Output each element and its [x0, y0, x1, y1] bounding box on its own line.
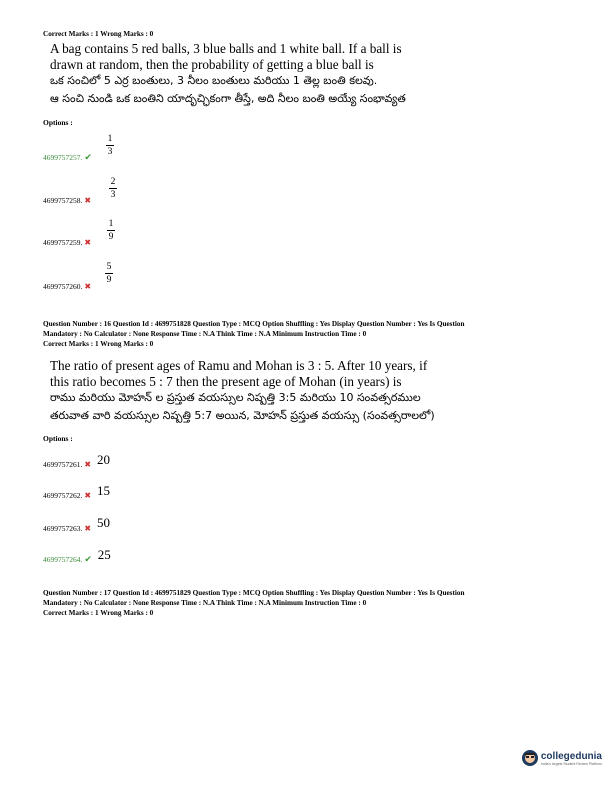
- denominator: 9: [106, 275, 112, 285]
- option-value: 20: [96, 452, 110, 467]
- q16-text-en-2: this ratio becomes 5 : 7 then the present age of Mohan (in years) is: [50, 374, 402, 389]
- cross-icon: ✖: [84, 491, 92, 500]
- numerator: 5: [106, 262, 112, 272]
- option-value: 15: [96, 483, 110, 498]
- q16-text-en-1: The ratio of present ages of Ramu and Mohan is 3 : 5. After 10 years, if: [50, 358, 428, 373]
- option-id: 4699757263.: [43, 524, 83, 533]
- check-icon: ✔: [84, 554, 92, 564]
- q17-meta-2: Mandatory : No Calculator : None Response Time : N.A Think Time : N.A Minimum Instruction Time : 0: [43, 599, 367, 607]
- cross-icon: ✖: [84, 460, 92, 469]
- q15-text-te-1: ఒక సంచిలో 5 ఎర్ర బంతులు, 3 నీలం బంతులు మరియు 1 తెల్ల బంతి కలవు.: [50, 74, 378, 87]
- denominator: 3: [107, 147, 113, 157]
- numerator: 2: [110, 177, 116, 187]
- q15-option-4[interactable]: [43, 282, 91, 291]
- q15-option-2-fraction: [108, 177, 118, 200]
- q16-meta-1: Question Number : 16 Question Id : 4699751828 Question Type : MCQ Option Shuffling : Yes Display Question Number : Yes Is Question: [43, 320, 465, 328]
- logo-mascot-icon: [522, 750, 538, 766]
- option-id: 4699757264.: [43, 555, 83, 564]
- q16-marks: Correct Marks : 1 Wrong Marks : 0: [43, 340, 154, 348]
- collegedunia-logo: [522, 750, 602, 766]
- option-id: 4699757257.: [43, 153, 83, 162]
- q16-options-label: Options :: [43, 434, 73, 443]
- denominator: 9: [108, 232, 114, 242]
- q15-marks: Correct Marks : 1 Wrong Marks : 0: [43, 30, 154, 38]
- option-id: 4699757259.: [43, 238, 83, 247]
- q16-text-te-1: రాము మరియు మోహన్ ల ప్రస్తుత వయస్సుల నిష్పత్తి 3:5 మరియు 10 సంవత్సరముల: [50, 391, 421, 404]
- option-id: 4699757261.: [43, 460, 83, 469]
- option-id: 4699757260.: [43, 282, 83, 291]
- q17-meta-1: Question Number : 17 Question Id : 4699751829 Question Type : MCQ Option Shuffling : Yes Display Question Number : Yes Is Question: [43, 589, 465, 597]
- q16-option-4[interactable]: [43, 547, 111, 566]
- q15-text-te-2: ఆ సంచి నుండి ఒక బంతిని యాదృచ్ఛికంగా తీస్తే, అది నీలం బంతి అయ్యే సంభావ్యత: [50, 92, 406, 105]
- logo-tagline: India's largest Student Review Platform: [540, 761, 602, 766]
- cross-icon: ✖: [84, 238, 92, 247]
- logo-text: collegedunia: [540, 750, 602, 762]
- numerator: 1: [107, 134, 113, 144]
- option-value: 50: [96, 515, 110, 530]
- q15-option-3-fraction: [106, 219, 116, 242]
- option-id: 4699757258.: [43, 196, 83, 205]
- q15-option-3[interactable]: [43, 238, 91, 247]
- q16-option-1[interactable]: [43, 452, 110, 471]
- q16-text-te-2: తరువాత వారి వయస్సుల నిష్పత్తి 5:7 అయిన, మోహన్ ప్రస్తుత వయస్సు (సంవత్సరాలలో): [50, 409, 435, 422]
- option-value: 25: [97, 547, 111, 562]
- q16-option-3[interactable]: [43, 515, 110, 535]
- q16-meta-2: Mandatory : No Calculator : None Response Time : N.A Think Time : N.A Minimum Instruction Time : 0: [43, 330, 367, 338]
- q15-option-2[interactable]: [43, 196, 91, 205]
- numerator: 1: [108, 219, 114, 229]
- q15-option-1-fraction: [105, 134, 115, 157]
- q16-option-2[interactable]: [43, 483, 110, 502]
- q15-options-label: Options :: [43, 118, 73, 127]
- option-id: 4699757262.: [43, 491, 83, 500]
- cross-icon: ✖: [84, 282, 92, 291]
- denominator: 3: [110, 190, 116, 200]
- q15-text-en-1: A bag contains 5 red balls, 3 blue balls and 1 white ball. If a ball is: [50, 41, 402, 56]
- check-icon: ✔: [84, 152, 92, 162]
- cross-icon: ✖: [84, 196, 92, 205]
- cross-icon: ✖: [84, 524, 92, 533]
- q15-option-4-fraction: [104, 262, 114, 285]
- q15-option-1[interactable]: [43, 152, 92, 163]
- q17-marks: Correct Marks : 1 Wrong Marks : 0: [43, 609, 154, 617]
- q15-text-en-2: drawn at random, then the probability of getting a blue ball is: [50, 57, 374, 72]
